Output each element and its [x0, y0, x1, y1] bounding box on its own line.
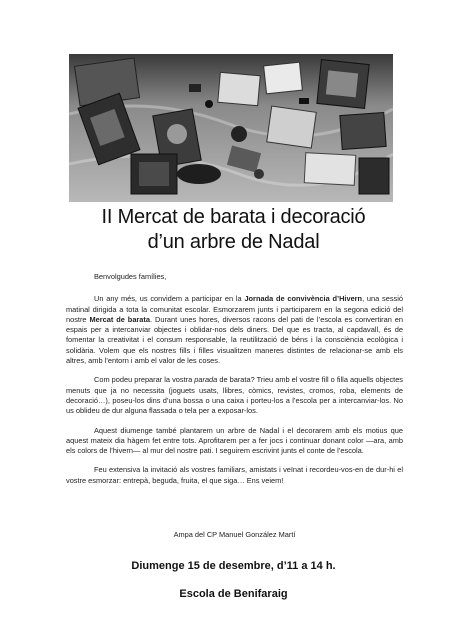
toys-photo	[69, 54, 393, 202]
title-line-2: d’un arbre de Nadal	[147, 231, 320, 253]
p1-text-a: Un any més, us convidem a participar en la	[94, 294, 245, 304]
p1-bold-mercat: Mercat de barata	[89, 314, 150, 324]
paragraph-4: Feu extensiva la invitació als vostres familiars, amistats i veïnat i recordeu-vos-en de dur-hi el vostre esmorzar: entrepà, beguda, fruita, el que siga… Ens veiem!	[66, 465, 403, 485]
p2-text-a: Com podeu preparar la vostra	[94, 375, 195, 385]
p1-bold-jornada: Jornada de convivència d’Hivern	[244, 294, 363, 304]
p1-text-c: , una sessió matinal dirigida a tota la comunitat escolar. Esmorzarem junts i participarem en la segona edició del nostre	[66, 294, 403, 324]
paragraph-3: Aquest diumenge també plantarem un arbre de Nadal i el decorarem amb els motius que aquest mateix dia hàgem fet entre tots. Aprofitarem per a fer jocs i continuar donant color —ara, amb els colors de l’hivern— al mur del nostre pati. I seguirem escrivint junts el conte de l’escola.	[66, 425, 403, 456]
p2-text-c: de barata? Trieu amb el vostre fill o filla aquells objectes menuts que ja no necessita (joguets usats, llibres, còmics, revistes, cromos, roba, elements de decoració…), poseu-los dins d’una bossa o una caixa i porteu-los a l’escola per a intercanviar-los. No us oblideu de dur alguna flassada o tela per a exposar-los.	[66, 375, 403, 416]
signature: Ampa del CP Manuel González Martí	[173, 530, 296, 539]
event-place: Escola de Benifaraig	[179, 588, 288, 600]
page-title	[40, 205, 427, 255]
greeting: Benvolgudes famílies,	[94, 272, 167, 281]
toys-photo-image	[69, 54, 393, 202]
event-date: Diumenge 15 de desembre, d’11 a 14 h.	[131, 560, 336, 572]
letter-body	[66, 272, 403, 495]
paragraph-1	[66, 294, 403, 366]
p2-italic-parada: parada	[194, 375, 218, 385]
title-line-1: II Mercat de barata i decoració	[101, 206, 366, 228]
p1-text-e: . Durant unes hores, diversos racons del pati de l’escola es convertiran en espais per a intercanviar objectes i oblidar-nos dels diners. Del que es tracta, al capdavall, és de fomentar la creativitat i el consum responsable, la reutilització de béns i la consciència ecològica i solidària. Volem que els nostres fills i filles visualitzen maneres distintes de relacionar-se amb els altres, amb l’entorn i amb el valor de les coses.	[66, 314, 403, 366]
paragraph-2	[66, 375, 403, 416]
